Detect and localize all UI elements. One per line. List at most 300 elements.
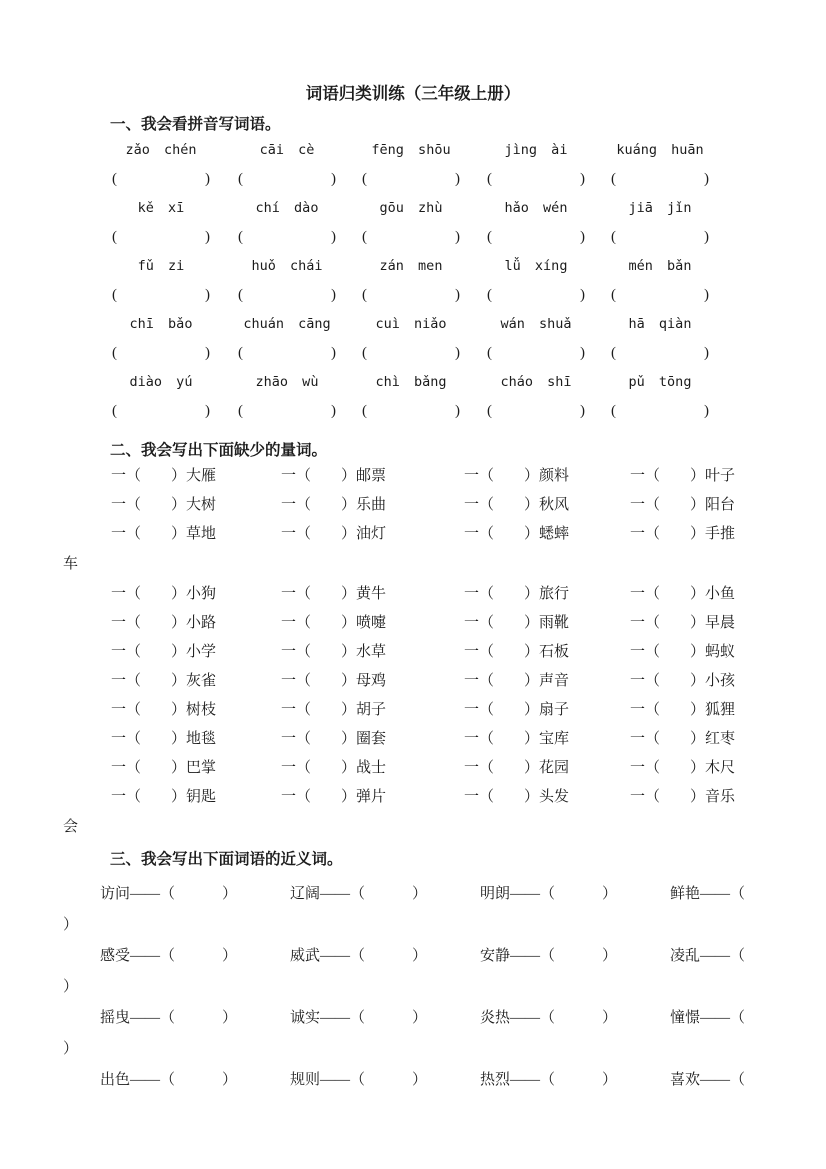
paren-close: ) — [580, 287, 585, 303]
item-close: ） — [690, 468, 706, 484]
item-close: ） — [412, 1072, 428, 1088]
pinyin-word: lǚ xíng — [504, 258, 568, 274]
synonym-item — [100, 1065, 237, 1096]
pinyin-word: kuáng huān — [616, 142, 704, 158]
item-prefix: 一（ — [464, 586, 495, 602]
item-close: ） — [412, 948, 428, 964]
noun-label: 木尺 — [705, 760, 736, 776]
pinyin-word: chuán cāng — [243, 316, 331, 332]
paren-open: ( — [487, 229, 492, 245]
word-label: 摇曳 — [100, 1010, 131, 1026]
item-prefix: 一（ — [464, 702, 495, 718]
synonym-item — [290, 1065, 427, 1096]
paren-open: ( — [487, 345, 492, 361]
answer-blank — [487, 165, 585, 194]
pinyin-row — [112, 310, 763, 339]
item-close: ） — [690, 497, 706, 513]
item-prefix: 一（ — [630, 789, 661, 805]
item-prefix: 一（ — [630, 497, 661, 513]
measure-word-item — [281, 520, 386, 549]
item-close: ） — [524, 615, 540, 631]
noun-label: 狐狸 — [705, 702, 736, 718]
noun-label: 母鸡 — [356, 673, 387, 689]
item-prefix: 一（ — [111, 760, 142, 776]
measure-word-item — [630, 520, 735, 549]
pinyin-word: cāi cè — [259, 142, 315, 158]
measure-word-item — [281, 725, 386, 754]
noun-label: 阳台 — [705, 497, 736, 513]
dash-open: ——（ — [130, 948, 176, 964]
answer-blank — [611, 339, 709, 368]
wrapped-paren: ） — [63, 917, 79, 933]
word-label: 威武 — [290, 948, 321, 964]
pinyin-word: gōu zhù — [379, 200, 443, 216]
answer-blank — [362, 165, 460, 194]
measure-word-item — [111, 667, 216, 696]
measure-word-item — [111, 462, 216, 491]
pinyin-word: huǒ chái — [251, 258, 323, 274]
item-close: ） — [524, 644, 540, 660]
answer-blank — [238, 339, 336, 368]
measure-word-item — [464, 754, 569, 783]
answer-blank — [238, 281, 336, 310]
item-close: ） — [171, 644, 187, 660]
synonym-row — [100, 1065, 763, 1096]
paren-open: ( — [112, 403, 117, 419]
paren-close: ) — [455, 229, 460, 245]
answer-blank — [611, 397, 709, 426]
item-close: ） — [171, 468, 187, 484]
answer-blank — [112, 397, 210, 426]
pinyin-word: cuì niǎo — [375, 316, 447, 332]
item-close: ） — [690, 702, 706, 718]
dash-open: ——（ — [320, 1010, 366, 1026]
item-close: ） — [690, 526, 706, 542]
item-prefix: 一（ — [630, 644, 661, 660]
measure-word-item — [464, 609, 569, 638]
paren-close: ) — [455, 171, 460, 187]
measure-word-item — [281, 667, 386, 696]
wrapped-char: 车 — [63, 556, 79, 572]
noun-label: 弹片 — [356, 789, 387, 805]
paren-open: ( — [362, 345, 367, 361]
item-prefix: 一（ — [281, 586, 312, 602]
paren-open: ( — [611, 403, 616, 419]
noun-label: 小学 — [186, 644, 217, 660]
measure-word-item — [111, 491, 216, 520]
paren-close: ) — [580, 229, 585, 245]
paren-open: ( — [362, 287, 367, 303]
synonym-item — [670, 1065, 745, 1096]
answer-blank-row — [112, 165, 763, 194]
measure-word-row — [110, 667, 763, 696]
synonym-item — [670, 879, 745, 910]
item-prefix: 一（ — [464, 468, 495, 484]
noun-label: 油灯 — [356, 526, 387, 542]
noun-label: 声音 — [539, 673, 570, 689]
pinyin-word: jiā jǐn — [628, 200, 692, 216]
item-close: ） — [222, 1010, 238, 1026]
word-label: 诚实 — [290, 1010, 321, 1026]
measure-word-item — [630, 725, 735, 754]
paren-open: ( — [362, 229, 367, 245]
item-prefix: 一（ — [281, 644, 312, 660]
item-close: ） — [171, 789, 187, 805]
word-label: 规则 — [290, 1072, 321, 1088]
paren-close: ) — [704, 287, 709, 303]
item-close: ） — [524, 760, 540, 776]
item-close: ） — [341, 468, 357, 484]
answer-blank — [112, 223, 210, 252]
dash-open: ——（ — [130, 886, 176, 902]
wrapped-paren: ） — [63, 979, 79, 995]
item-prefix: 一（ — [630, 468, 661, 484]
item-close: ） — [171, 497, 187, 513]
item-prefix: 一（ — [111, 526, 142, 542]
measure-word-row — [110, 783, 763, 812]
item-prefix: 一（ — [111, 644, 142, 660]
synonym-item — [290, 1003, 427, 1034]
answer-blank — [112, 165, 210, 194]
item-close: ） — [524, 526, 540, 542]
measure-word-item — [630, 696, 735, 725]
pinyin-row — [112, 194, 763, 223]
noun-label: 头发 — [539, 789, 570, 805]
word-label: 热烈 — [480, 1072, 511, 1088]
item-prefix: 一（ — [281, 731, 312, 747]
page-title: 词语归类训练（三年级上册） — [305, 85, 521, 103]
noun-label: 叶子 — [705, 468, 736, 484]
paren-close: ) — [205, 171, 210, 187]
paren-close: ) — [205, 287, 210, 303]
paren-open: ( — [238, 345, 243, 361]
noun-label: 胡子 — [356, 702, 387, 718]
answer-blank — [238, 223, 336, 252]
item-prefix: 一（ — [464, 497, 495, 513]
item-prefix: 一（ — [464, 731, 495, 747]
noun-label: 喷嚏 — [356, 615, 387, 631]
noun-label: 蚂蚁 — [705, 644, 736, 660]
pinyin-word: chì bǎng — [375, 374, 447, 390]
item-close: ） — [222, 1072, 238, 1088]
item-close: ） — [341, 644, 357, 660]
pinyin-word: wán shuǎ — [500, 316, 572, 332]
item-close: ） — [341, 586, 357, 602]
answer-blank — [487, 223, 585, 252]
answer-blank — [611, 165, 709, 194]
measure-word-item — [111, 638, 216, 667]
noun-label: 花园 — [539, 760, 570, 776]
item-prefix: 一（ — [111, 702, 142, 718]
answer-blank — [487, 281, 585, 310]
measure-word-row — [110, 491, 763, 520]
noun-label: 红枣 — [705, 731, 736, 747]
dash-open: ——（ — [700, 1010, 746, 1026]
item-close: ） — [341, 702, 357, 718]
paren-close: ) — [455, 287, 460, 303]
paren-open: ( — [238, 403, 243, 419]
measure-word-item — [630, 462, 735, 491]
item-prefix: 一（ — [111, 468, 142, 484]
paren-open: ( — [611, 287, 616, 303]
measure-word-item — [281, 462, 386, 491]
item-close: ） — [690, 615, 706, 631]
dash-open: ——（ — [130, 1072, 176, 1088]
synonym-item — [100, 941, 237, 972]
item-prefix: 一（ — [281, 526, 312, 542]
item-prefix: 一（ — [111, 615, 142, 631]
noun-label: 大树 — [186, 497, 217, 513]
item-close: ） — [524, 497, 540, 513]
answer-blank-row — [112, 397, 763, 426]
answer-blank — [362, 397, 460, 426]
item-prefix: 一（ — [281, 673, 312, 689]
word-label: 喜欢 — [670, 1072, 701, 1088]
paren-open: ( — [487, 287, 492, 303]
section2-heading: 二、我会写出下面缺少的量词。 — [110, 442, 328, 459]
measure-word-item — [111, 783, 216, 812]
item-prefix: 一（ — [630, 526, 661, 542]
item-close: ） — [524, 702, 540, 718]
section1-heading: 一、我会看拼音写词语。 — [110, 116, 281, 133]
paren-open: ( — [112, 229, 117, 245]
measure-word-item — [111, 580, 216, 609]
dash-open: ——（ — [510, 948, 556, 964]
item-close: ） — [690, 760, 706, 776]
paren-close: ) — [704, 345, 709, 361]
item-prefix: 一（ — [630, 586, 661, 602]
item-prefix: 一（ — [464, 789, 495, 805]
dash-open: ——（ — [320, 1072, 366, 1088]
pinyin-word: chī bǎo — [129, 316, 193, 332]
paren-open: ( — [238, 287, 243, 303]
synonym-row — [100, 941, 763, 972]
item-prefix: 一（ — [630, 615, 661, 631]
measure-word-item — [630, 580, 735, 609]
item-close: ） — [222, 886, 238, 902]
dash-open: ——（ — [130, 1010, 176, 1026]
dash-open: ——（ — [700, 948, 746, 964]
item-prefix: 一（ — [630, 731, 661, 747]
item-prefix: 一（ — [630, 702, 661, 718]
synonym-row — [100, 879, 763, 910]
synonym-row — [100, 1003, 763, 1034]
item-prefix: 一（ — [464, 615, 495, 631]
dash-open: ——（ — [320, 948, 366, 964]
measure-word-item — [111, 754, 216, 783]
dash-open: ——（ — [510, 1010, 556, 1026]
noun-label: 灰雀 — [186, 673, 217, 689]
wrapped-paren: ） — [63, 1041, 79, 1057]
measure-word-item — [281, 580, 386, 609]
paren-open: ( — [362, 403, 367, 419]
item-close: ） — [602, 886, 618, 902]
item-close: ） — [341, 615, 357, 631]
noun-label: 水草 — [356, 644, 387, 660]
paren-open: ( — [611, 171, 616, 187]
item-prefix: 一（ — [630, 673, 661, 689]
item-prefix: 一（ — [630, 760, 661, 776]
paren-close: ) — [455, 403, 460, 419]
measure-word-item — [464, 462, 569, 491]
measure-word-item — [464, 638, 569, 667]
pinyin-row — [112, 368, 763, 397]
pinyin-word: chí dào — [255, 200, 319, 216]
paren-open: ( — [487, 171, 492, 187]
answer-blank-row — [112, 339, 763, 368]
item-close: ） — [524, 468, 540, 484]
item-close: ） — [341, 497, 357, 513]
item-prefix: 一（ — [111, 586, 142, 602]
paren-open: ( — [112, 287, 117, 303]
noun-label: 音乐 — [705, 789, 736, 805]
measure-word-item — [630, 754, 735, 783]
paren-close: ) — [331, 345, 336, 361]
noun-label: 小狗 — [186, 586, 217, 602]
item-prefix: 一（ — [281, 497, 312, 513]
measure-word-item — [464, 520, 569, 549]
pinyin-word: zán men — [379, 258, 443, 274]
paren-close: ) — [580, 403, 585, 419]
dash-open: ——（ — [700, 1072, 746, 1088]
pinyin-word: pǔ tōng — [628, 374, 692, 390]
paren-close: ) — [704, 171, 709, 187]
item-close: ） — [524, 789, 540, 805]
pinyin-row — [112, 252, 763, 281]
answer-blank-row — [112, 281, 763, 310]
measure-word-row — [110, 580, 763, 609]
word-label: 凌乱 — [670, 948, 701, 964]
item-close: ） — [341, 760, 357, 776]
dash-open: ——（ — [700, 886, 746, 902]
measure-word-item — [281, 783, 386, 812]
paren-close: ) — [704, 229, 709, 245]
noun-label: 圈套 — [356, 731, 387, 747]
item-close: ） — [341, 673, 357, 689]
noun-label: 巴掌 — [186, 760, 217, 776]
pinyin-word: hǎo wén — [504, 200, 568, 216]
noun-label: 蟋蟀 — [539, 526, 570, 542]
item-close: ） — [524, 586, 540, 602]
section2-measure-word-grid — [63, 462, 763, 843]
item-prefix: 一（ — [111, 731, 142, 747]
item-prefix: 一（ — [281, 468, 312, 484]
pinyin-word: fǔ zi — [137, 258, 185, 274]
dash-open: ——（ — [510, 886, 556, 902]
paren-open: ( — [611, 345, 616, 361]
measure-word-row — [110, 754, 763, 783]
item-close: ） — [171, 673, 187, 689]
wrapped-char: 会 — [63, 819, 79, 835]
item-prefix: 一（ — [281, 702, 312, 718]
answer-blank — [112, 339, 210, 368]
word-label: 炎热 — [480, 1010, 511, 1026]
answer-blank — [487, 339, 585, 368]
noun-label: 雨靴 — [539, 615, 570, 631]
noun-label: 黄牛 — [356, 586, 387, 602]
section3-heading: 三、我会写出下面词语的近义词。 — [110, 851, 343, 868]
measure-word-item — [464, 696, 569, 725]
item-close: ） — [412, 1010, 428, 1026]
item-close: ） — [341, 789, 357, 805]
synonym-item — [670, 941, 745, 972]
item-close: ） — [602, 1072, 618, 1088]
synonym-item — [290, 941, 427, 972]
paren-close: ) — [580, 345, 585, 361]
paren-open: ( — [487, 403, 492, 419]
measure-word-row — [110, 462, 763, 491]
item-prefix: 一（ — [464, 673, 495, 689]
noun-label: 战士 — [356, 760, 387, 776]
item-close: ） — [171, 615, 187, 631]
synonym-item — [480, 1065, 617, 1096]
paren-close: ) — [331, 171, 336, 187]
paren-close: ) — [331, 229, 336, 245]
measure-word-item — [281, 754, 386, 783]
noun-label: 宝库 — [539, 731, 570, 747]
noun-label: 乐曲 — [356, 497, 387, 513]
item-close: ） — [341, 526, 357, 542]
paren-close: ) — [205, 345, 210, 361]
item-prefix: 一（ — [464, 760, 495, 776]
paren-open: ( — [238, 229, 243, 245]
answer-blank — [362, 281, 460, 310]
noun-label: 小路 — [186, 615, 217, 631]
measure-word-item — [281, 638, 386, 667]
word-label: 憧憬 — [670, 1010, 701, 1026]
noun-label: 树枝 — [186, 702, 217, 718]
measure-word-row — [110, 609, 763, 638]
dash-open: ——（ — [320, 886, 366, 902]
answer-blank — [112, 281, 210, 310]
pinyin-word: zhāo wù — [255, 374, 319, 390]
item-prefix: 一（ — [111, 789, 142, 805]
measure-word-item — [630, 783, 735, 812]
paren-close: ) — [331, 403, 336, 419]
noun-label: 邮票 — [356, 468, 387, 484]
synonym-item — [290, 879, 427, 910]
noun-label: 小孩 — [705, 673, 736, 689]
noun-label: 秋风 — [539, 497, 570, 513]
noun-label: 大雁 — [186, 468, 217, 484]
paren-close: ) — [205, 229, 210, 245]
noun-label: 旅行 — [539, 586, 570, 602]
noun-label: 颜料 — [539, 468, 570, 484]
word-label: 感受 — [100, 948, 131, 964]
measure-word-item — [464, 783, 569, 812]
pinyin-word: kě xī — [137, 200, 185, 216]
noun-label: 手推 — [705, 526, 736, 542]
synonym-item — [480, 1003, 617, 1034]
word-label: 访问 — [100, 886, 131, 902]
measure-word-item — [111, 520, 216, 549]
item-close: ） — [171, 731, 187, 747]
measure-word-item — [464, 580, 569, 609]
pinyin-word: fēng shōu — [371, 142, 451, 158]
pinyin-word: mén bǎn — [628, 258, 692, 274]
item-prefix: 一（ — [111, 673, 142, 689]
measure-word-item — [464, 491, 569, 520]
item-close: ） — [341, 731, 357, 747]
measure-word-item — [111, 725, 216, 754]
item-close: ） — [690, 644, 706, 660]
measure-word-item — [630, 638, 735, 667]
item-close: ） — [412, 886, 428, 902]
measure-word-row — [110, 520, 763, 549]
item-close: ） — [171, 760, 187, 776]
measure-word-row — [110, 638, 763, 667]
paren-open: ( — [112, 171, 117, 187]
